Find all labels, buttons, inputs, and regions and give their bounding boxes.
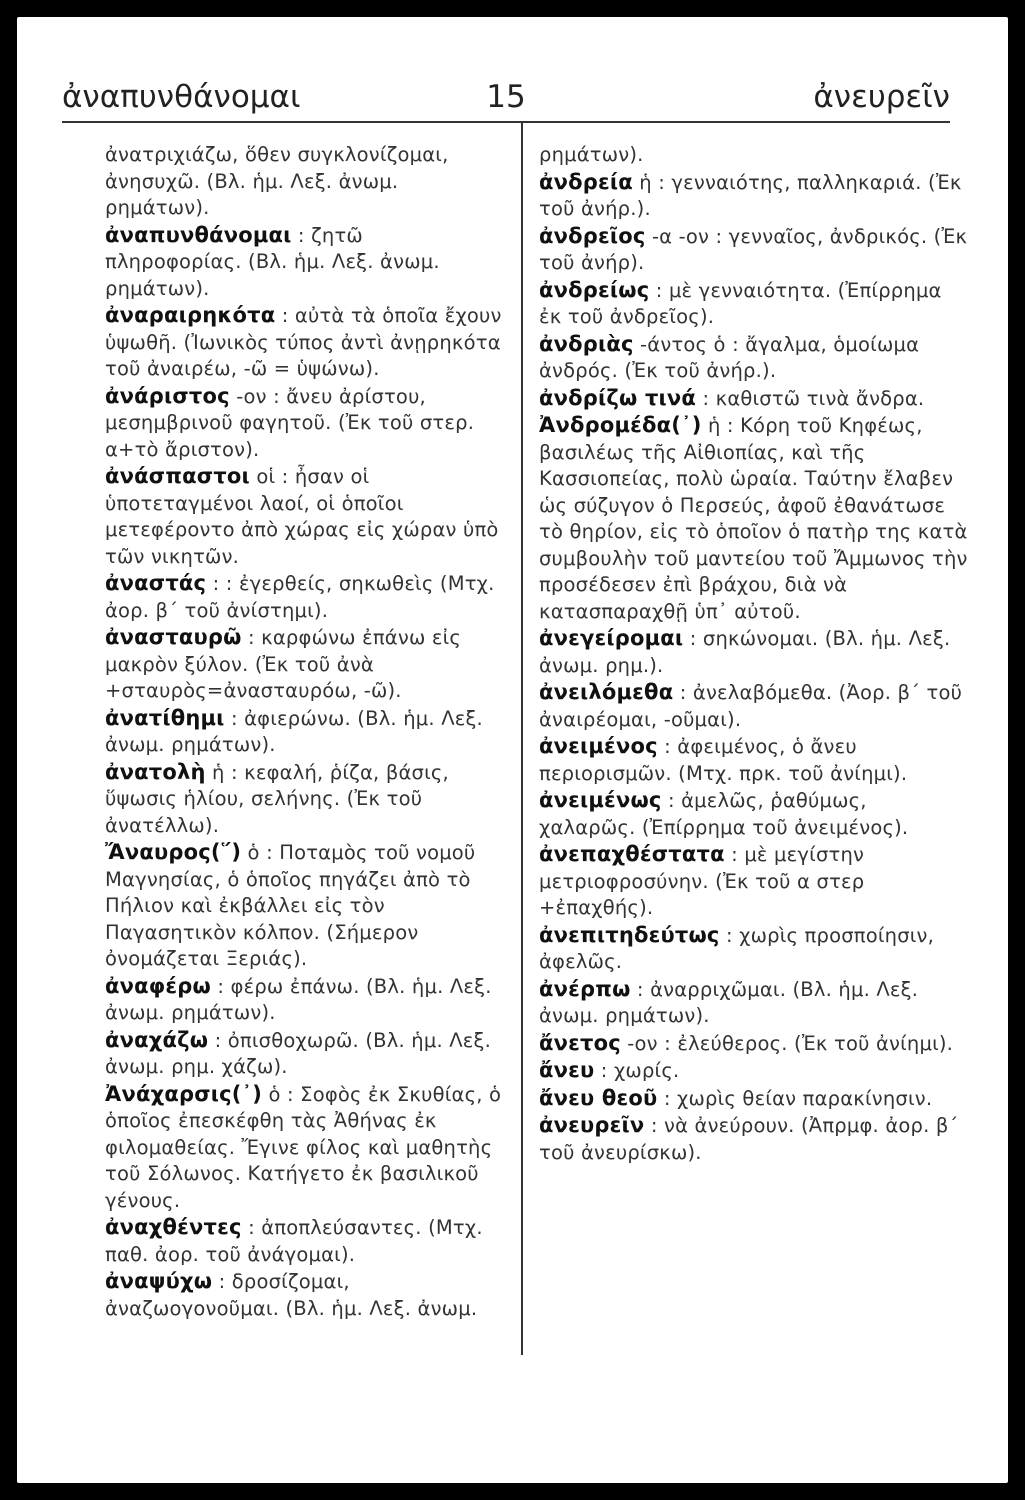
entry-headword: ἄνετος (539, 1030, 621, 1055)
dictionary-entry (105, 839, 505, 973)
entry-definition: : καρφώνω ἐπάνω εἰς μακρὸν ξύλον. (Ἐκ τοῦ ἀνὰ +σταυρὸς=ἀνασταυρόω, -ῶ). (105, 626, 462, 702)
entry-headword: ἀναχθέντες (105, 1215, 242, 1239)
entry-headword: ἀναφέρω (105, 973, 211, 998)
entry-definition: ἡ : Κόρη τοῦ Κηφέως, βασιλέως τῆς Αἰθιοπίας, καὶ τῆς Κασσιοπείας, πολὺ ὡραία. Ταύτην ἔλαβεν ὡς σύζυγον ὁ Περσεύς, ἀφοῦ ἐθανάτωσε τὸ θηρίον, εἰς τὸ ὁποῖον ὁ πατὴρ της κατὰ συμβουλὴν τοῦ μαντείου τοῦ Ἄμμωνος τὴν προσέδεσεν ἐπὶ βράχου, διὰ νὰ κατασπαραχθῇ ὑπ᾿ αὐτοῦ. (539, 414, 968, 623)
entry-definition: ἀνατριχιάζω, ὅθεν συγκλονίζομαι, ἀνησυχῶ. (Βλ. ἡμ. Λεξ. ἀνωμ. ρημάτων). (105, 143, 449, 219)
entry-definition: : ἀφιερώνω. (Βλ. ἡμ. Λεξ. ἀνωμ. ρημάτων). (105, 706, 483, 756)
entry-definition: : ἀμελῶς, ῥαθύμως, χαλαρῶς. (Ἐπίρρημα τοῦ ἀνειμένος). (539, 789, 909, 839)
header-rule (62, 121, 950, 123)
entry-definition: : μὲ γενναιότητα. (Ἐπίρρημα ἐκ τοῦ ἀνδρεῖος). (539, 278, 942, 328)
entry-definition: : ἀναρριχῶμαι. (Βλ. ἡμ. Λεξ. ἀνωμ. ρημάτων). (539, 977, 919, 1027)
entry-headword: ἀνάριστος (105, 383, 230, 408)
dictionary-entry (539, 1085, 969, 1113)
entry-headword: ἀναστάς (105, 571, 207, 595)
entry-definition: : μὲ μεγίστην μετριοφροσύνην. (Ἐκ τοῦ α στερ +ἐπαχθής). (539, 843, 865, 919)
dictionary-entry (105, 142, 505, 222)
entry-headword: ἀνάσπαστοι (105, 464, 250, 488)
entry-definition: ἡ : κεφαλή, ῥίζα, βάσις, ὕψωσις ἡλίου, σελήνης. (Ἐκ τοῦ ἀνατέλλω). (105, 760, 449, 837)
entry-definition: -ον : ἄνευ ἀρίστου, μεσημβρινοῦ φαγητοῦ. (Ἐκ τοῦ στερ. α+τὸ ἄριστον). (105, 384, 475, 461)
entry-definition: : : ἐγερθείς, σηκωθεὶς (Μτχ. ἀορ. β΄ τοῦ ἀνίστημι). (105, 572, 495, 622)
entry-headword: ἀνειμένος (539, 734, 658, 758)
entry-definition: : φέρω ἐπάνω. (Βλ. ἡμ. Λεξ. ἀνωμ. ρημάτων). (105, 974, 492, 1024)
dictionary-entry (105, 463, 505, 570)
entry-definition: -άντος ὁ : ἄγαλμα, ὁμοίωμα ἀνδρός. (Ἐκ τοῦ ἀνήρ.). (539, 332, 920, 382)
entry-definition: : ἀφειμένος, ὁ ἄνευ περιορισμῶν. (Μτχ. πρκ. τοῦ ἀνίημι). (539, 735, 908, 785)
dictionary-entry (105, 570, 505, 624)
entry-headword: ἀνειλόμεθα (539, 680, 674, 704)
page-number: 15 (486, 79, 526, 115)
dictionary-entry (539, 277, 969, 331)
column-divider (521, 123, 523, 1355)
entry-headword: ἀνειμένως (539, 788, 662, 812)
dictionary-entry (539, 331, 969, 385)
entry-headword: Ἄναυρος(῞) (105, 840, 242, 864)
dictionary-entry (539, 733, 969, 787)
entry-definition: ἡ : γενναιότης, παλληκαριά. (Ἐκ τοῦ ἀνήρ.). (539, 170, 962, 220)
dictionary-entry (539, 787, 969, 841)
entry-headword: ἀνεγείρομαι (539, 626, 684, 650)
entry-definition: : ζητῶ πληροφορίας. (Βλ. ἡμ. Λεξ. ἀνωμ. ρημάτων). (105, 223, 440, 300)
dictionary-entry (539, 976, 969, 1030)
entry-headword: Ἀνδρομέδα(᾿) (539, 413, 702, 437)
right-column (539, 142, 969, 1166)
dictionary-entry (105, 222, 505, 303)
dictionary-entry (539, 1030, 969, 1058)
dictionary-page (17, 17, 1008, 1483)
dictionary-entry (539, 169, 969, 223)
right-guide-word: ἀνευρεῖν (813, 79, 950, 115)
entry-headword: ἀνδρεῖος (539, 223, 646, 248)
dictionary-entry (105, 1081, 505, 1215)
dictionary-entry (105, 1268, 505, 1322)
dictionary-entry (539, 625, 969, 679)
entry-definition: : νὰ ἀνεύρουν. (Ἀπρμφ. ἀορ. β΄ τοῦ ἀνευρίσκω). (539, 1114, 959, 1164)
entry-definition: : ἀποπλεύσαντες. (Μτχ. παθ. ἀορ. τοῦ ἀνάγομαι). (105, 1216, 483, 1266)
dictionary-entry (539, 922, 969, 976)
dictionary-entry (105, 624, 505, 705)
entry-headword: ἀνατίθημι (105, 705, 225, 730)
entry-definition: : χωρίς. (594, 1059, 680, 1082)
dictionary-entry (105, 1027, 505, 1081)
entry-headword: ἀνασταυρῶ (105, 625, 242, 649)
dictionary-entry (539, 385, 969, 413)
entry-headword: ἀναπυνθάνομαι (105, 222, 292, 247)
entry-definition: ὁ : Σοφὸς ἐκ Σκυθίας, ὁ ὁποῖος ἐπεσκέφθη τὰς Ἀθήνας ἐκ φιλομαθείας. Ἔγινε φίλος καὶ μαθητὴς τοῦ Σόλωνος. Κατήγετο ἐκ βασιλικοῦ γένους. (105, 1082, 502, 1212)
left-column (105, 142, 505, 1322)
entry-headword: ἀναχάζω (105, 1027, 209, 1052)
entry-headword: ἀνδρίζω τινά (539, 385, 697, 410)
dictionary-entry (105, 759, 505, 840)
entry-definition: : ἀνελαβόμεθα. (Ἀορ. β΄ τοῦ ἀναιρέομαι, -οῦμαι). (539, 681, 963, 731)
dictionary-entry (539, 1112, 969, 1166)
entry-headword: ἀνέρπω (539, 976, 631, 1001)
entry-definition: -ον : ἐλεύθερος. (Ἐκ τοῦ ἀνίημι). (620, 1031, 954, 1055)
dictionary-entry (539, 1057, 969, 1085)
entry-headword: Ἀνάχαρσις(᾿) (105, 1081, 263, 1106)
dictionary-entry (105, 383, 505, 464)
entry-definition: : χωρὶς θείαν παρακίνησιν. (657, 1086, 933, 1110)
entry-definition: : χωρὶς προσποίησιν, ἀφελῶς. (539, 923, 935, 973)
entry-headword: ἀνδριὰς (539, 331, 634, 356)
dictionary-entry (539, 679, 969, 733)
entry-definition: : καθιστῶ τινὰ ἄνδρα. (696, 386, 925, 410)
entry-headword: ἀνευρεῖν (539, 1113, 645, 1137)
entry-definition: οἱ : ἦσαν οἱ ὑποτεταγμένοι λαοί, οἱ ὁποῖοι μετεφέροντο ἀπὸ χώρας εἰς χώραν ὑπὸ τῶν νικητῶν. (105, 465, 499, 568)
entry-definition: : δροσίζομαι, ἀναζωογονοῦμαι. (Βλ. ἡμ. Λεξ. ἀνωμ. (105, 1270, 478, 1320)
left-guide-word: ἀναπυνθάνομαι (62, 79, 301, 115)
entry-definition: : ὀπισθοχωρῶ. (Βλ. ἡμ. Λεξ. ἀνωμ. ρημ. χάζω). (105, 1028, 491, 1078)
entry-headword: ἄνευ θεοῦ (539, 1085, 658, 1110)
entry-headword: ἀναραιρηκότα (105, 303, 276, 327)
entry-definition: -α -ον : γενναῖος, ἀνδρικός. (Ἐκ τοῦ ἀνήρ). (539, 224, 968, 274)
entry-definition: : αὐτὰ τὰ ὁποῖα ἔχουν ὑψωθῆ. (Ἰωνικὸς τύπος ἀντὶ ἀνῃρηκότα τοῦ ἀναιρέω, -ῶ = ὑψώνω). (105, 304, 502, 380)
page-header (62, 75, 950, 119)
entry-headword: ἀνδρείως (539, 277, 650, 302)
entry-definition: ρημάτων). (539, 143, 644, 166)
entry-definition: ὁ : Ποταμὸς τοῦ νομοῦ Μαγνησίας, ὁ ὁποῖος πηγάζει ἀπὸ τὸ Πήλιον καὶ ἐκβάλλει εἰς τὸν Παγασητικὸν κόλπον. (Σήμερον ὀνομάζεται Ξεριάς). (105, 841, 476, 970)
entry-headword: ἀνεπαχθέστατα (539, 842, 725, 866)
entry-headword: ἀνεπιτηδεύτως (539, 922, 720, 947)
entry-headword: ἀναψύχω (105, 1269, 213, 1293)
dictionary-entry (105, 302, 505, 383)
entry-headword: ἀνατολὴ (105, 759, 206, 784)
entry-headword: ἀνδρεία (539, 169, 633, 194)
dictionary-entry (105, 1214, 505, 1268)
entry-headword: ἄνευ (539, 1058, 595, 1082)
dictionary-entry (539, 841, 969, 922)
dictionary-entry (539, 223, 969, 277)
entry-definition: : σηκώνομαι. (Βλ. ἡμ. Λεξ. ἀνωμ. ρημ.). (539, 627, 951, 677)
dictionary-entry (105, 705, 505, 759)
dictionary-entry (539, 412, 969, 625)
dictionary-entry (539, 142, 969, 169)
dictionary-entry (105, 973, 505, 1027)
